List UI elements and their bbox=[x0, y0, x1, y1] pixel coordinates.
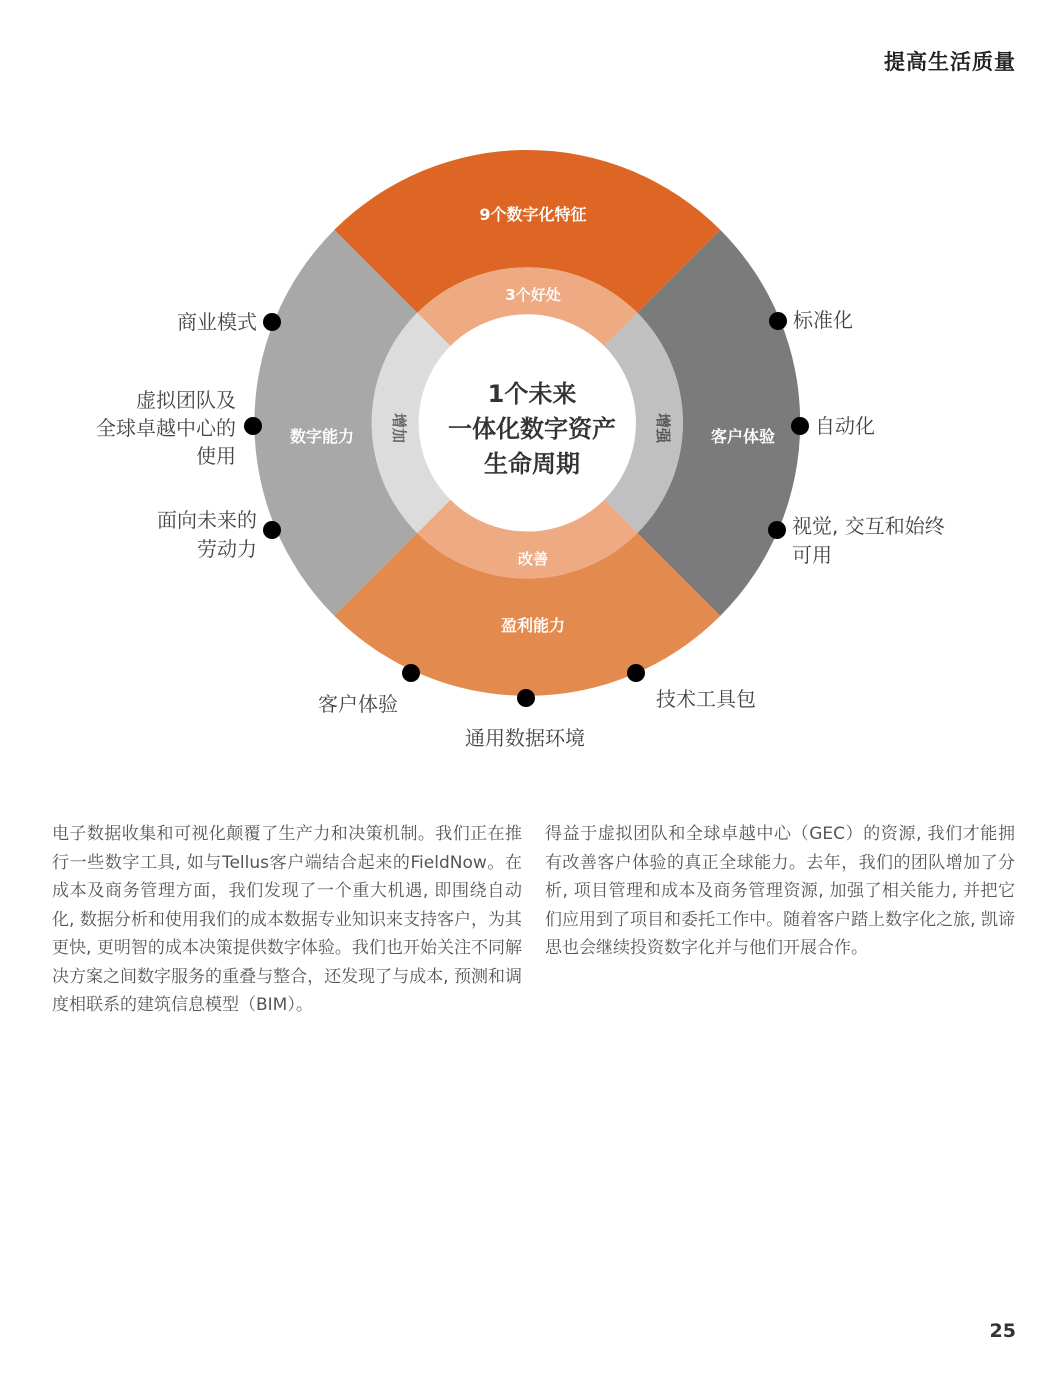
callout-dot-common-data-environment bbox=[517, 689, 535, 707]
inner-label-right: 增强 bbox=[654, 412, 672, 444]
inner-label-left: 增加 bbox=[390, 412, 408, 444]
callout-virtual-teams-line-3: 使用 bbox=[196, 444, 236, 468]
callout-common-data-environment: 通用数据环境 bbox=[465, 726, 585, 750]
callout-virtual-teams-line-2: 全球卓越中心的 bbox=[96, 416, 236, 440]
callout-dot-virtual-teams bbox=[244, 417, 262, 435]
callout-customer-experience: 客户体验 bbox=[318, 692, 398, 716]
callout-dot-automation bbox=[791, 417, 809, 435]
outer-label-right: 客户体验 bbox=[710, 427, 776, 446]
callout-dot-visual-interactive bbox=[768, 521, 786, 539]
page-header-title: 提高生活质量 bbox=[884, 50, 1016, 74]
callout-tech-toolkit: 技术工具包 bbox=[656, 687, 756, 711]
callout-visual-interactive-line-1: 视觉, 交互和始终 bbox=[792, 514, 945, 538]
callout-future-workforce-line-2: 劳动力 bbox=[197, 537, 257, 561]
inner-label-bottom: 改善 bbox=[517, 550, 549, 568]
callout-dot-future-workforce bbox=[263, 521, 281, 539]
inner-label-top: 3个好处 bbox=[505, 286, 561, 304]
callout-dot-business-model bbox=[263, 313, 281, 331]
page-number: 25 bbox=[989, 1320, 1016, 1342]
callout-future-workforce-line-1: 面向未来的 bbox=[157, 508, 257, 532]
callout-business-model: 商业模式 bbox=[177, 310, 257, 334]
callout-virtual-teams-line-1: 虚拟团队及 bbox=[136, 388, 236, 412]
outer-label-bottom: 盈利能力 bbox=[500, 616, 566, 635]
callout-dot-standardization bbox=[769, 312, 787, 330]
callout-dot-tech-toolkit bbox=[627, 664, 645, 682]
body-text-left: 电子数据收集和可视化颠覆了生产力和决策机制。我们正在推行一些数字工具, 如与Tellus客户端结合起来的FieldNow。在成本及商务管理方面，我们发现了一个重大机遇, 即围绕自动化, 数据分析和使用我们的成本数据专业知识来支持客户，为其更快, 更明智的成本决策提供数字体验。我们也开始关注不同解决方案之间数字服务的重叠与整合，还发现了与成本, 预测和调度相联系的建筑信息模型（BIM）。 bbox=[52, 824, 522, 1015]
center-title-line-3: 生命周期 bbox=[484, 450, 580, 478]
outer-label-left: 数字能力 bbox=[289, 427, 355, 446]
center-title-line-1: 1个未来 bbox=[487, 380, 577, 408]
callout-standardization: 标准化 bbox=[793, 308, 853, 332]
callout-visual-interactive-line-2: 可用 bbox=[792, 543, 832, 567]
callout-dot-customer-experience bbox=[402, 664, 420, 682]
body-text-right: 得益于虚拟团队和全球卓越中心（GEC）的资源, 我们才能拥有改善客户体验的真正全球能力。去年，我们的团队增加了分析, 项目管理和成本及商务管理资源, 加强了相关能力, 并把它们应用到了项目和委托工作中。随着客户踏上数字化之旅, 凯谛思也会继续投资数字化并与他们开展合作。 bbox=[545, 824, 1015, 958]
outer-label-top: 9个数字化特征 bbox=[479, 205, 587, 224]
callout-automation: 自动化 bbox=[815, 414, 875, 438]
center-title-line-2: 一体化数字资产 bbox=[448, 415, 616, 443]
